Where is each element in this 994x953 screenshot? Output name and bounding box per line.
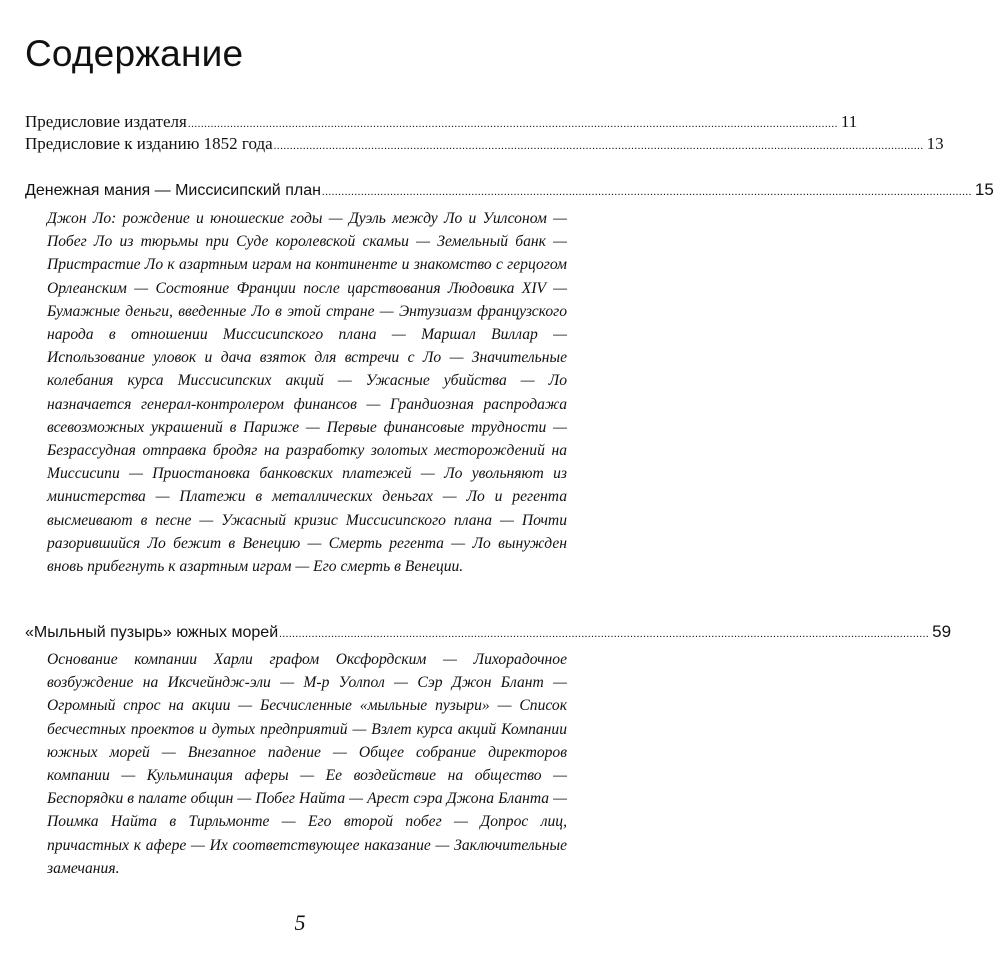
toc-page-number: 15 <box>974 180 994 199</box>
dot-leader: ........................................................................................................................................................................................................ <box>321 186 972 198</box>
toc-page-number: 13 <box>926 134 944 153</box>
page-title: Содержание <box>25 32 244 74</box>
toc-entry-label: Предисловие к изданию 1852 года <box>25 134 273 153</box>
toc-entry-1852-preface[interactable] <box>25 134 944 154</box>
chapter-summary: Основание компании Харли графом Оксфордским — Лихорадочное возбуждение на Иксчейндж-эли — М-р Уолпол — Сэр Джон Блант — Огромный спрос на акции — Бесчисленные «мыльные пузыри» — Список бесчестных проектов и дутых предприятий — Взлет курса акций Компании южных морей — Внезапное падение — Общее собрание директоров компании — Кульминация аферы — Ее воздействие на общество — Беспорядки в палате общин — Побег Найта — Арест сэра Джона Бланта — Поимка Найта в Тирльмонте — Его второй побег — Допрос лиц, причастных к афере — Их соответствующее наказание — Заключительные замечания. <box>47 651 567 877</box>
chapter-summary: Джон Ло: рождение и юношеские годы — Дуэль между Ло и Уилсоном — Побег Ло из тюрьмы при Суде королевской скамьи — Земельный банк — Пристрастие Ло к азартным играм на континенте и знакомство с герцогом Орлеанским — Состояние Франции после царствования Людовика XIV — Бумажные деньги, введенные Ло в этой стране — Энтузиазм французского народа в отношении Миссисипского плана — Маршал Виллар — Использование уловок и дача взяток для встречи с Ло — Значительные колебания курса Миссисипских акций — Ужасные убийства — Ло назначается генерал-контролером финансов — Грандиозная распродажа всевозможных украшений в Париже — Первые финансовые трудности — Безрассудная отправка бродяг на разработку золотых месторождений на Миссисипи — Приостановка банковских платежей — Ло увольняют из министерства — Платежи в металлических деньгах — Ло и регента высмеивают в песне — Ужасный кризис Миссисипского плана — Почти разорившийся Ло бежит в Венецию — Смерть регента — Ло вынужден вновь прибегнуть к азартным играм — Его смерть в Венеции. <box>47 210 567 576</box>
dot-leader: ........................................................................................................................................................................................................ <box>187 118 838 130</box>
toc-page-number: 59 <box>932 622 952 641</box>
toc-page-number: 11 <box>840 112 858 131</box>
toc-chapter-south-sea[interactable] <box>25 622 952 642</box>
toc-entry-label: Предисловие издателя <box>25 112 187 131</box>
chapter-title: Денежная мания — Миссисипский план <box>25 182 321 199</box>
toc-entry-publisher-preface[interactable] <box>25 112 858 132</box>
dot-leader: ........................................................................................................................................................................................................ <box>273 140 924 152</box>
page-number: 5 <box>294 910 306 935</box>
dot-leader: ........................................................................................................................................................................................................ <box>279 628 930 640</box>
chapter-title: «Мыльный пузырь» южных морей <box>25 624 279 641</box>
toc-chapter-mississippi[interactable] <box>25 180 994 200</box>
